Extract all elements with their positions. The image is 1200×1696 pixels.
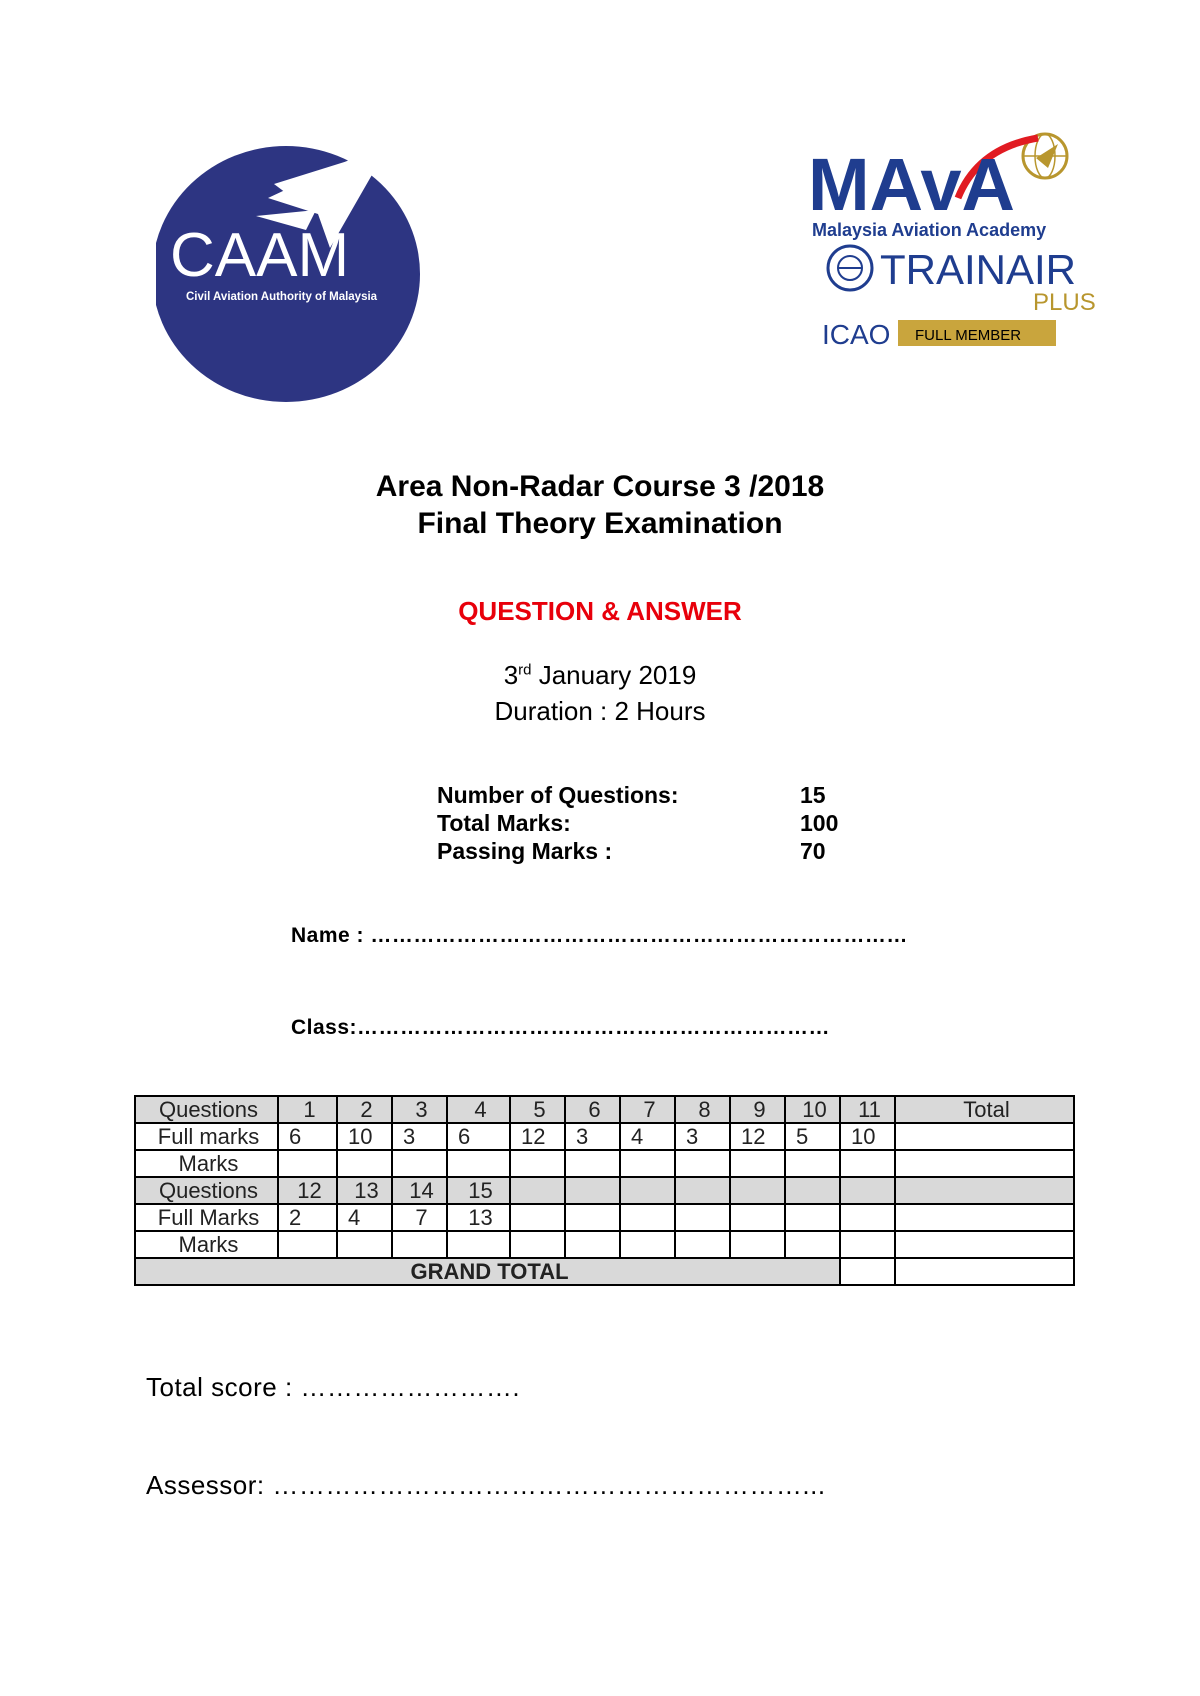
empty-cell	[510, 1204, 565, 1231]
full-mark: 5	[785, 1123, 840, 1150]
question-number: 5	[510, 1096, 565, 1123]
question-number: 14	[392, 1177, 447, 1204]
full-mark: 13	[447, 1204, 510, 1231]
empty-cell	[785, 1177, 840, 1204]
marks-cell[interactable]	[565, 1150, 620, 1177]
empty-cell	[730, 1231, 785, 1258]
mava-logo	[808, 128, 1098, 368]
full-mark: 3	[392, 1123, 447, 1150]
name-field[interactable]: Name : …………………………………………………………………	[291, 924, 908, 947]
caam-acronym: CAAM	[170, 221, 350, 290]
exam-duration: Duration : 2 Hours	[494, 696, 706, 726]
question-number: 9	[730, 1096, 785, 1123]
question-number: 3	[392, 1096, 447, 1123]
question-number: 1	[278, 1096, 337, 1123]
question-number: 4	[447, 1096, 510, 1123]
question-number: 8	[675, 1096, 730, 1123]
info-label-questions: Number of Questions:	[437, 782, 679, 808]
plus-text: PLUS	[1033, 289, 1096, 316]
question-number: 10	[785, 1096, 840, 1123]
marks-cell[interactable]	[278, 1231, 337, 1258]
row-label: Questions	[135, 1177, 278, 1204]
grand-total-value[interactable]	[895, 1258, 1074, 1285]
marks-cell[interactable]	[620, 1150, 675, 1177]
question-number: 7	[620, 1096, 675, 1123]
marks-cell[interactable]	[447, 1150, 510, 1177]
question-number: 12	[278, 1177, 337, 1204]
icao-text: ICAO	[822, 319, 891, 350]
qa-subtitle: QUESTION & ANSWER	[458, 596, 742, 626]
date-day: 3	[503, 660, 519, 690]
table-row	[135, 1204, 1074, 1231]
empty-cell	[565, 1177, 620, 1204]
table-row	[135, 1231, 1074, 1258]
grand-total-label: GRAND TOTAL	[135, 1258, 840, 1285]
exam-date	[0, 660, 1200, 691]
total-cell[interactable]	[895, 1231, 1074, 1258]
caam-subtitle: Civil Aviation Authority of Malaysia	[186, 291, 378, 303]
marks-table	[134, 1095, 1075, 1286]
question-number: 11	[840, 1096, 895, 1123]
marks-cell[interactable]	[337, 1231, 392, 1258]
row-label: Questions	[135, 1096, 278, 1123]
info-value-questions: 15	[800, 782, 826, 808]
assessor-field[interactable]: Assessor: ……………………………………………………...	[146, 1470, 826, 1500]
info-value-passing: 70	[800, 838, 826, 864]
row-label: Marks	[135, 1231, 278, 1258]
total-cell[interactable]	[895, 1150, 1074, 1177]
total-header: Total	[895, 1096, 1074, 1123]
info-label-passing: Passing Marks :	[437, 838, 613, 864]
marks-cell[interactable]	[278, 1150, 337, 1177]
table-row	[135, 1258, 1074, 1285]
full-mark: 12	[730, 1123, 785, 1150]
full-mark: 10	[840, 1123, 895, 1150]
empty-cell	[785, 1231, 840, 1258]
total-score-field[interactable]: Total score : …………………….	[146, 1372, 521, 1402]
empty-cell	[675, 1204, 730, 1231]
full-mark: 7	[392, 1204, 447, 1231]
empty-cell	[675, 1231, 730, 1258]
table-row	[135, 1150, 1074, 1177]
table-row	[135, 1096, 1074, 1123]
grand-total-cell[interactable]	[840, 1258, 895, 1285]
marks-cell[interactable]	[337, 1150, 392, 1177]
question-number: 2	[337, 1096, 392, 1123]
full-mark: 3	[675, 1123, 730, 1150]
marks-cell[interactable]	[785, 1150, 840, 1177]
question-number: 6	[565, 1096, 620, 1123]
marks-cell[interactable]	[840, 1150, 895, 1177]
caam-logo	[156, 140, 428, 404]
exam-title-line2: Final Theory Examination	[417, 507, 783, 540]
row-label: Full Marks	[135, 1204, 278, 1231]
table-row	[135, 1123, 1074, 1150]
date-rest: January 2019	[531, 660, 697, 690]
marks-cell[interactable]	[510, 1150, 565, 1177]
full-mark: 4	[620, 1123, 675, 1150]
question-number: 15	[447, 1177, 510, 1204]
empty-cell	[620, 1204, 675, 1231]
full-mark: 12	[510, 1123, 565, 1150]
row-label: Full marks	[135, 1123, 278, 1150]
info-label-total: Total Marks:	[437, 810, 571, 836]
empty-cell	[565, 1204, 620, 1231]
full-member-text: FULL MEMBER	[915, 327, 1022, 344]
full-mark: 3	[565, 1123, 620, 1150]
mava-name: Malaysia Aviation Academy	[812, 220, 1047, 240]
empty-cell	[730, 1177, 785, 1204]
question-number: 13	[337, 1177, 392, 1204]
marks-cell[interactable]	[392, 1150, 447, 1177]
empty-cell	[620, 1231, 675, 1258]
class-field[interactable]: Class:…………………………………………………………	[291, 1016, 831, 1039]
empty-cell	[510, 1231, 565, 1258]
exam-title-line1: Area Non-Radar Course 3 /2018	[375, 470, 825, 503]
marks-cell[interactable]	[447, 1231, 510, 1258]
empty-cell	[565, 1231, 620, 1258]
full-mark: 4	[337, 1204, 392, 1231]
empty-cell	[895, 1177, 1074, 1204]
table-row	[135, 1177, 1074, 1204]
empty-cell	[620, 1177, 675, 1204]
marks-cell[interactable]	[392, 1231, 447, 1258]
empty-cell	[675, 1177, 730, 1204]
marks-cell[interactable]	[675, 1150, 730, 1177]
row-label: Marks	[135, 1150, 278, 1177]
full-mark: 2	[278, 1204, 337, 1231]
empty-cell	[730, 1204, 785, 1231]
mava-acronym: MAvA	[808, 143, 1015, 226]
empty-cell	[840, 1204, 895, 1231]
full-mark: 10	[337, 1123, 392, 1150]
date-suffix: rd	[518, 661, 532, 679]
empty-cell	[510, 1177, 565, 1204]
info-value-total: 100	[800, 810, 839, 836]
empty-cell	[785, 1204, 840, 1231]
marks-cell[interactable]	[730, 1150, 785, 1177]
full-mark: 6	[278, 1123, 337, 1150]
total-cell[interactable]	[895, 1123, 1074, 1150]
empty-cell	[840, 1177, 895, 1204]
trainair-text: TRAINAIR	[880, 246, 1077, 293]
full-mark: 6	[447, 1123, 510, 1150]
empty-cell	[840, 1231, 895, 1258]
total-cell[interactable]	[895, 1204, 1074, 1231]
